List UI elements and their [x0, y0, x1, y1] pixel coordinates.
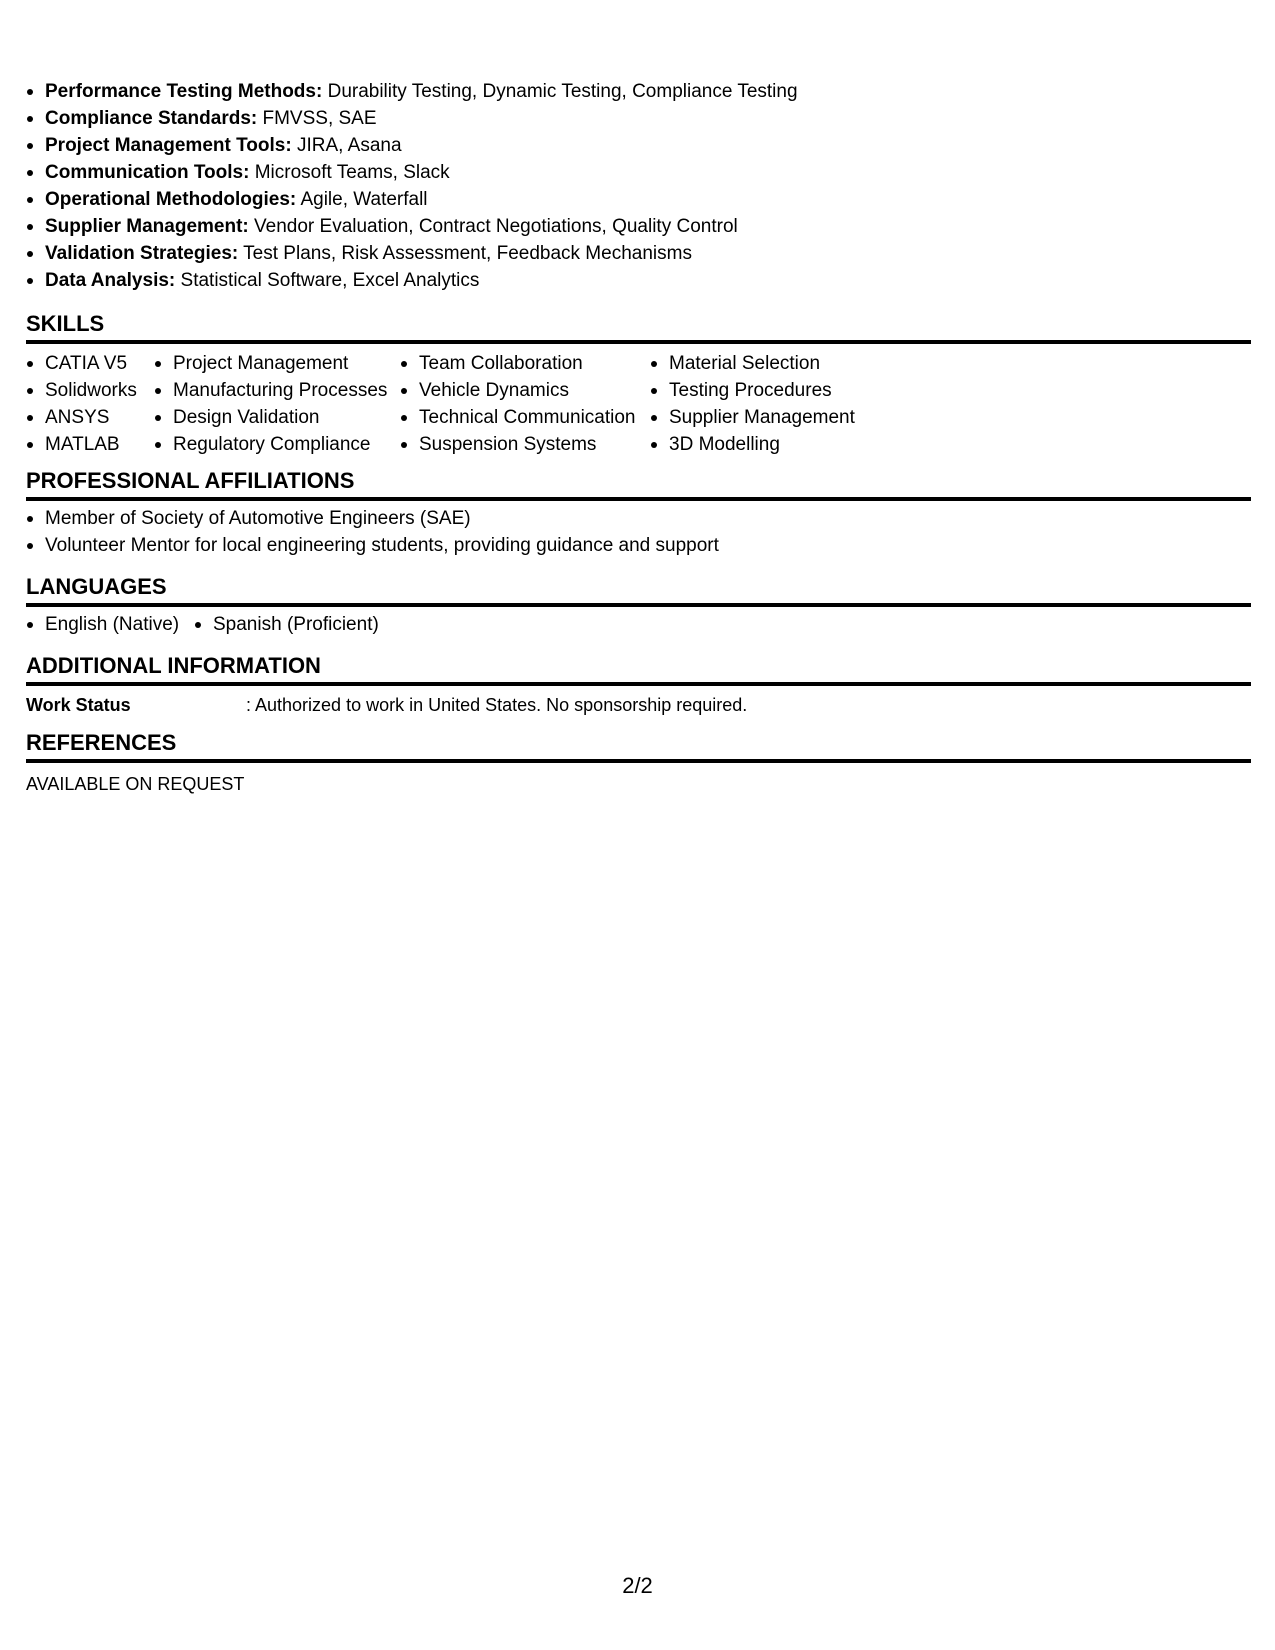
competency-value: Durability Testing, Dynamic Testing, Compliance Testing: [322, 81, 798, 102]
competency-item: [26, 186, 798, 213]
skill-item: Vehicle Dynamics: [400, 377, 636, 404]
languages-section: [26, 573, 1251, 635]
competency-value: Statistical Software, Excel Analytics: [175, 270, 480, 291]
skill-item: ANSYS: [26, 404, 137, 431]
competency-value: JIRA, Asana: [291, 135, 402, 156]
skill-item: MATLAB: [26, 431, 137, 458]
section-heading-languages: LANGUAGES: [26, 573, 1251, 607]
skill-item: Suspension Systems: [400, 431, 636, 458]
competency-item: [26, 105, 798, 132]
competency-item: [26, 267, 798, 294]
competency-label: Compliance Standards:: [45, 108, 258, 129]
references-section: [26, 729, 1251, 794]
competency-item: [26, 213, 798, 240]
competency-item: [26, 159, 798, 186]
section-heading-additional: ADDITIONAL INFORMATION: [26, 652, 1251, 686]
skill-item: CATIA V5: [26, 350, 137, 377]
skills-column: [154, 350, 387, 458]
affiliations-list: [26, 505, 719, 559]
skills-column: [650, 350, 855, 458]
skill-item: 3D Modelling: [650, 431, 855, 458]
work-status-value: : Authorized to work in United States. No sponsorship required.: [246, 695, 748, 715]
competency-label: Operational Methodologies:: [45, 189, 297, 210]
skill-item: Solidworks: [26, 377, 137, 404]
affiliation-item: Volunteer Mentor for local engineering students, providing guidance and support: [26, 532, 719, 559]
affiliation-item: Member of Society of Automotive Engineers (SAE): [26, 505, 719, 532]
competency-item: [26, 240, 798, 267]
section-heading-skills: SKILLS: [26, 310, 1251, 344]
skill-item: Supplier Management: [650, 404, 855, 431]
competency-item: [26, 132, 798, 159]
competency-label: Supplier Management:: [45, 216, 249, 237]
competency-value: FMVSS, SAE: [257, 108, 377, 129]
work-status-label: Work Status: [26, 695, 131, 715]
language-item: Spanish (Proficient): [194, 611, 379, 638]
affiliations-section: [26, 467, 1251, 556]
language-item: English (Native): [26, 611, 179, 638]
skill-item: Team Collaboration: [400, 350, 636, 377]
competency-value: Test Plans, Risk Assessment, Feedback Mechanisms: [238, 243, 692, 264]
section-heading-affiliations: PROFESSIONAL AFFILIATIONS: [26, 467, 1251, 501]
competency-value: Microsoft Teams, Slack: [249, 162, 450, 183]
skill-item: Manufacturing Processes: [154, 377, 387, 404]
competency-label: Validation Strategies:: [45, 243, 239, 264]
competencies-list: [26, 78, 798, 294]
skills-column: [26, 350, 137, 458]
skill-item: Material Selection: [650, 350, 855, 377]
page-number: 2/2: [622, 1573, 653, 1598]
competency-value: Agile, Waterfall: [296, 189, 428, 210]
skill-item: Technical Communication: [400, 404, 636, 431]
skill-item: Testing Procedures: [650, 377, 855, 404]
section-heading-references: REFERENCES: [26, 729, 1251, 763]
competency-value: Vendor Evaluation, Contract Negotiations, Quality Control: [248, 216, 738, 237]
references-text: AVAILABLE ON REQUEST: [26, 774, 245, 794]
skills-section: [26, 310, 1251, 455]
additional-information-section: [26, 652, 1251, 715]
skill-item: Project Management: [154, 350, 387, 377]
competency-item: [26, 78, 798, 105]
skill-item: Design Validation: [154, 404, 387, 431]
skills-column: [400, 350, 636, 458]
competency-label: Data Analysis:: [45, 270, 176, 291]
competency-label: Communication Tools:: [45, 162, 250, 183]
competency-label: Project Management Tools:: [45, 135, 292, 156]
competency-label: Performance Testing Methods:: [45, 81, 323, 102]
skill-item: Regulatory Compliance: [154, 431, 387, 458]
